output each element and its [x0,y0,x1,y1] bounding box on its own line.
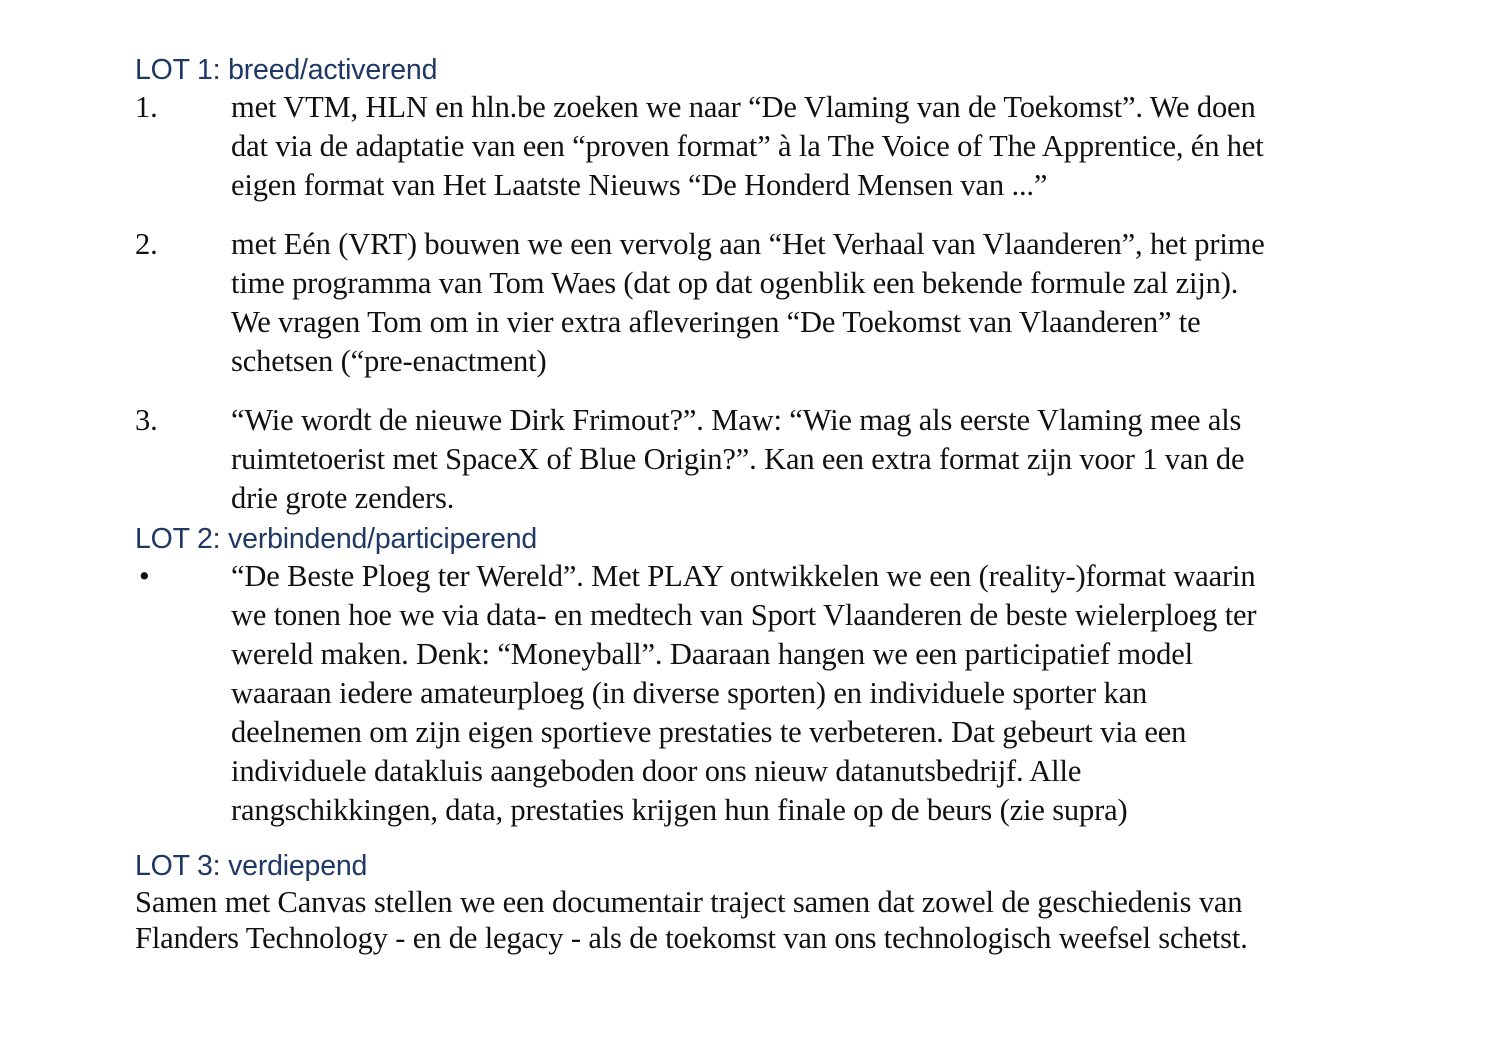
list-item-text [231,401,1365,518]
text-line: dat via de adaptatie van een “proven format” à la The Voice of The Apprentice, én het [231,129,1264,163]
lot1-item-2 [135,225,1365,381]
lot3-section [135,848,1365,956]
lot3-paragraph [135,884,1365,956]
lot2-section [135,521,1365,830]
text-line: met VTM, HLN en hln.be zoeken we naar “De Vlaming van de Toekomst”. We doen [231,90,1256,124]
text-line: ruimtetoerist met SpaceX of Blue Origin?”. Kan een extra format zijn voor 1 van de [231,442,1245,476]
text-line: met Eén (VRT) bouwen we een vervolg aan “Het Verhaal van Vlaanderen”, het prime [231,227,1265,261]
text-line: Flanders Technology - en de legacy - als de toekomst van ons technologisch weefsel schetst. [135,921,1248,955]
document-page [135,52,1365,956]
list-item-text [231,225,1365,381]
text-line: individuele datakluis aangeboden door ons nieuw datanutsbedrijf. Alle [231,754,1082,788]
lot1-item-1 [135,88,1365,205]
text-line: deelnemen om zijn eigen sportieve prestaties te verbeteren. Dat gebeurt via een [231,715,1187,749]
lot1-section [135,52,1365,518]
text-line: we tonen hoe we via data- en medtech van Sport Vlaanderen de beste wielerploeg ter [231,598,1257,632]
text-line: “De Beste Ploeg ter Wereld”. Met PLAY ontwikkelen we een (reality-)format waarin [231,559,1256,593]
text-line: waaraan iedere amateurploeg (in diverse sporten) en individuele sporter kan [231,676,1148,710]
text-line: time programma van Tom Waes (dat op dat ogenblik een bekende formule zal zijn). [231,266,1239,300]
text-line: eigen format van Het Laatste Nieuws “De Honderd Mensen van ...” [231,168,1048,202]
text-line: “Wie wordt de nieuwe Dirk Frimout?”. Maw: “Wie mag als eerste Vlaming mee als [231,403,1242,437]
text-line: Samen met Canvas stellen we een documentair traject samen dat zowel de geschiedenis van [135,885,1243,919]
lot2-item-1 [135,557,1365,830]
text-line: schetsen (“pre-enactment) [231,344,547,378]
list-number: 1. [135,90,158,124]
list-item-text [231,557,1365,830]
text-line: rangschikkingen, data, prestaties krijgen hun finale op de beurs (zie supra) [231,793,1128,827]
lot2-heading: LOT 2: verbindend/participerend [135,523,538,555]
bullet-icon: • [139,559,150,593]
text-line: drie grote zenders. [231,481,455,515]
list-item-text [231,88,1365,205]
text-line: We vragen Tom om in vier extra afleveringen “De Toekomst van Vlaanderen” te [231,305,1201,339]
list-number: 2. [135,227,158,261]
lot3-heading: LOT 3: verdiepend [135,850,368,882]
text-line: wereld maken. Denk: “Moneyball”. Daaraan hangen we een participatief model [231,637,1193,671]
list-number: 3. [135,403,158,437]
lot1-heading: LOT 1: breed/activerend [135,54,438,86]
lot1-item-3 [135,401,1365,518]
